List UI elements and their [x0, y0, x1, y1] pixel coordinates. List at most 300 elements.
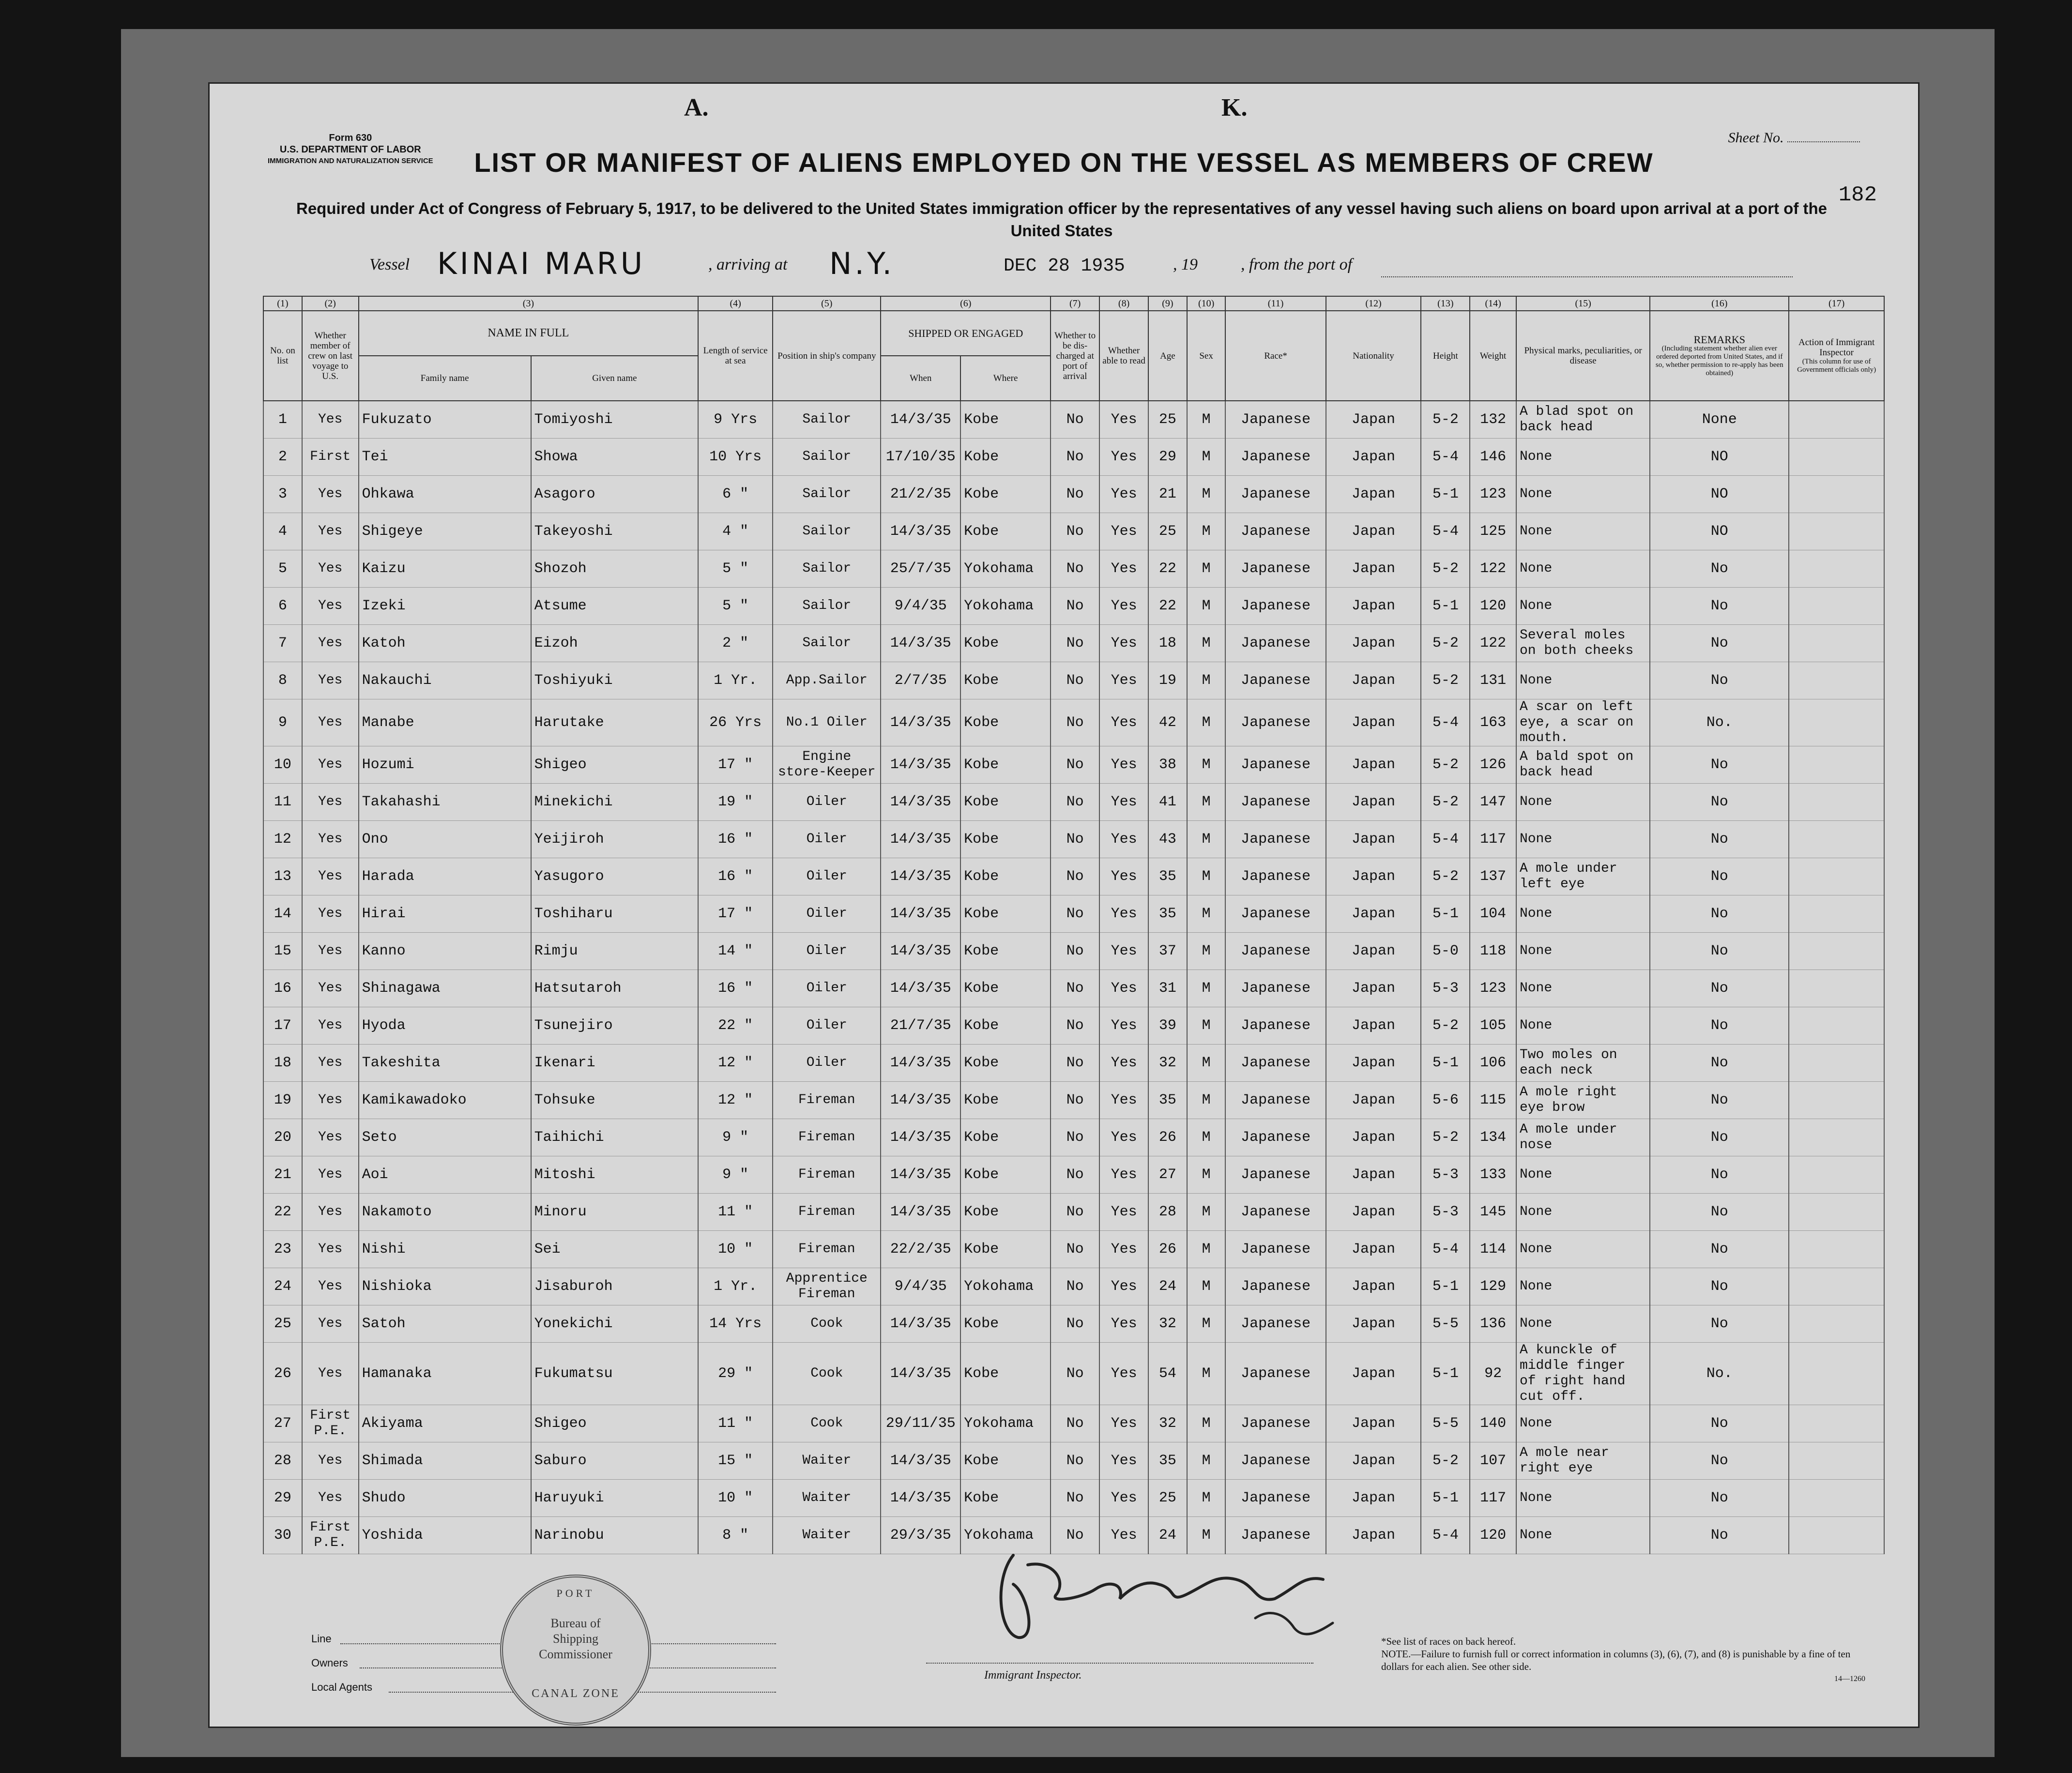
sex: M	[1187, 1305, 1226, 1343]
able-to-read: Yes	[1099, 513, 1148, 550]
family-name: Hozumi	[359, 746, 531, 784]
discharged: No	[1051, 895, 1099, 933]
age: 37	[1148, 933, 1187, 970]
length-of-service: 10 "	[698, 1231, 773, 1268]
given-name: Yasugoro	[531, 858, 698, 895]
action-note: (This column for use of Government officials only)	[1797, 358, 1876, 374]
weight: 137	[1470, 858, 1516, 895]
remarks: NO	[1650, 476, 1789, 513]
row-number: 3	[263, 476, 302, 513]
able-to-read: Yes	[1099, 1156, 1148, 1194]
able-to-read: Yes	[1099, 625, 1148, 662]
owners-label: Owners	[311, 1657, 348, 1669]
shipped-when: 14/3/35	[881, 933, 960, 970]
position: Engine store-Keeper	[773, 746, 881, 784]
nationality: Japan	[1326, 1480, 1421, 1517]
weight: 126	[1470, 746, 1516, 784]
sex: M	[1187, 1343, 1226, 1405]
sex: M	[1187, 1231, 1226, 1268]
height: 5-2	[1421, 746, 1470, 784]
inspector-action	[1789, 784, 1884, 821]
crew-row	[263, 1082, 1884, 1119]
able-to-read: Yes	[1099, 1305, 1148, 1343]
shipping-commissioner-seal	[500, 1575, 651, 1726]
last-voyage: Yes	[302, 746, 359, 784]
col-num-2: (2)	[302, 296, 359, 311]
position: No.1 Oiler	[773, 699, 881, 746]
race: Japanese	[1225, 933, 1325, 970]
height: 5-1	[1421, 476, 1470, 513]
given-name: Ikenari	[531, 1045, 698, 1082]
last-voyage: First P.E.	[302, 1405, 359, 1442]
race: Japanese	[1225, 476, 1325, 513]
shipped-when: 14/3/35	[881, 1343, 960, 1405]
family-name: Seto	[359, 1119, 531, 1156]
nationality: Japan	[1326, 662, 1421, 699]
arrival-port: N.Y.	[829, 246, 895, 281]
inspector-action	[1789, 401, 1884, 439]
given-name: Minoru	[531, 1194, 698, 1231]
given-name: Shigeo	[531, 746, 698, 784]
height: 5-2	[1421, 858, 1470, 895]
position: Oiler	[773, 784, 881, 821]
physical-marks: A mole under nose	[1516, 1119, 1650, 1156]
shipped-where: Kobe	[960, 1231, 1051, 1268]
able-to-read: Yes	[1099, 1194, 1148, 1231]
family-name: Aoi	[359, 1156, 531, 1194]
able-to-read: Yes	[1099, 1268, 1148, 1305]
race: Japanese	[1225, 1082, 1325, 1119]
col-num-4: (4)	[698, 296, 773, 311]
age: 19	[1148, 662, 1187, 699]
shipped-when: 14/3/35	[881, 1194, 960, 1231]
shipped-when: 14/3/35	[881, 1480, 960, 1517]
given-name: Mitoshi	[531, 1156, 698, 1194]
header-action	[1789, 311, 1884, 401]
shipped-when: 14/3/35	[881, 401, 960, 439]
document-subtitle: Required under Act of Congress of February 5, 1917, to be delivered to the United States immigration officer by the representatives of any vessel having such aliens on board upon arrival at a port of the United States	[296, 199, 1827, 240]
sex: M	[1187, 1156, 1226, 1194]
last-voyage: Yes	[302, 1231, 359, 1268]
last-voyage: Yes	[302, 1305, 359, 1343]
remarks: None	[1650, 401, 1789, 439]
able-to-read: Yes	[1099, 1442, 1148, 1480]
crew-row	[263, 784, 1884, 821]
family-name: Hyoda	[359, 1007, 531, 1045]
sex: M	[1187, 401, 1226, 439]
remarks: No	[1650, 970, 1789, 1007]
family-name: Ono	[359, 821, 531, 858]
length-of-service: 1 Yr.	[698, 1268, 773, 1305]
remarks: No	[1650, 1405, 1789, 1442]
age: 28	[1148, 1194, 1187, 1231]
col-num-12: (12)	[1326, 296, 1421, 311]
row-number: 16	[263, 970, 302, 1007]
length-of-service: 26 Yrs	[698, 699, 773, 746]
height: 5-1	[1421, 1268, 1470, 1305]
age: 29	[1148, 439, 1187, 476]
race: Japanese	[1225, 1045, 1325, 1082]
row-number: 27	[263, 1405, 302, 1442]
shipped-when: 14/3/35	[881, 1156, 960, 1194]
family-name: Katoh	[359, 625, 531, 662]
length-of-service: 29 "	[698, 1343, 773, 1405]
height: 5-4	[1421, 1231, 1470, 1268]
length-of-service: 17 "	[698, 895, 773, 933]
remarks: No	[1650, 1442, 1789, 1480]
sex: M	[1187, 1517, 1226, 1554]
age: 35	[1148, 1442, 1187, 1480]
race: Japanese	[1225, 1194, 1325, 1231]
seal-line-1: PORT	[556, 1587, 595, 1599]
length-of-service: 17 "	[698, 746, 773, 784]
height: 5-1	[1421, 1480, 1470, 1517]
weight: 131	[1470, 662, 1516, 699]
shipped-when: 22/2/35	[881, 1231, 960, 1268]
header-physical-marks: Physical marks, peculiarities, or disease	[1516, 311, 1650, 401]
family-name: Hamanaka	[359, 1343, 531, 1405]
crew-row	[263, 476, 1884, 513]
inspector-action	[1789, 858, 1884, 895]
family-name: Nakamoto	[359, 1194, 531, 1231]
physical-marks: None	[1516, 1268, 1650, 1305]
position: Waiter	[773, 1442, 881, 1480]
column-number-row	[263, 296, 1884, 311]
height: 5-1	[1421, 588, 1470, 625]
nationality: Japan	[1326, 1082, 1421, 1119]
sex: M	[1187, 550, 1226, 588]
last-voyage: Yes	[302, 513, 359, 550]
able-to-read: Yes	[1099, 699, 1148, 746]
sex: M	[1187, 1045, 1226, 1082]
crew-row	[263, 439, 1884, 476]
length-of-service: 14 Yrs	[698, 1305, 773, 1343]
shipped-where: Kobe	[960, 513, 1051, 550]
col-num-11: (11)	[1225, 296, 1325, 311]
discharged: No	[1051, 1007, 1099, 1045]
discharged: No	[1051, 588, 1099, 625]
inspector-action	[1789, 1045, 1884, 1082]
shipped-where: Kobe	[960, 699, 1051, 746]
inspector-action	[1789, 662, 1884, 699]
given-name: Showa	[531, 439, 698, 476]
given-name: Yeijiroh	[531, 821, 698, 858]
family-name: Takeshita	[359, 1045, 531, 1082]
vessel-name: KINAI MARU	[437, 246, 646, 281]
position: Sailor	[773, 588, 881, 625]
inspector-action	[1789, 513, 1884, 550]
given-name: Asagoro	[531, 476, 698, 513]
inspector-action	[1789, 1007, 1884, 1045]
height: 5-4	[1421, 1517, 1470, 1554]
col-num-1: (1)	[263, 296, 302, 311]
shipped-when: 14/3/35	[881, 1442, 960, 1480]
row-number: 7	[263, 625, 302, 662]
length-of-service: 5 "	[698, 588, 773, 625]
remarks: No	[1650, 1119, 1789, 1156]
inspector-action	[1789, 1156, 1884, 1194]
last-voyage: Yes	[302, 476, 359, 513]
given-name: Hatsutaroh	[531, 970, 698, 1007]
shipped-when: 14/3/35	[881, 858, 960, 895]
physical-marks: A mole under left eye	[1516, 858, 1650, 895]
discharged: No	[1051, 746, 1099, 784]
sex: M	[1187, 858, 1226, 895]
remarks: No	[1650, 625, 1789, 662]
seal-line-5: CANAL ZONE	[532, 1687, 620, 1700]
seal-line-3: Shipping	[553, 1632, 598, 1646]
shipped-where: Kobe	[960, 1082, 1051, 1119]
crew-row	[263, 550, 1884, 588]
row-number: 25	[263, 1305, 302, 1343]
sex: M	[1187, 625, 1226, 662]
race: Japanese	[1225, 1007, 1325, 1045]
able-to-read: Yes	[1099, 1231, 1148, 1268]
position: Sailor	[773, 513, 881, 550]
from-port-line	[1381, 276, 1793, 277]
age: 54	[1148, 1343, 1187, 1405]
crew-row	[263, 858, 1884, 895]
crew-row	[263, 1194, 1884, 1231]
header-race: Race*	[1225, 311, 1325, 401]
given-name: Shozoh	[531, 550, 698, 588]
length-of-service: 16 "	[698, 858, 773, 895]
row-number: 19	[263, 1082, 302, 1119]
shipped-when: 14/3/35	[881, 1082, 960, 1119]
last-voyage: Yes	[302, 1343, 359, 1405]
header-given-name: Given name	[531, 356, 698, 401]
remarks: No	[1650, 1045, 1789, 1082]
crew-row	[263, 933, 1884, 970]
physical-marks: None	[1516, 588, 1650, 625]
nationality: Japan	[1326, 588, 1421, 625]
physical-marks: A blad spot on back head	[1516, 401, 1650, 439]
row-number: 17	[263, 1007, 302, 1045]
physical-marks: None	[1516, 784, 1650, 821]
length-of-service: 19 "	[698, 784, 773, 821]
discharged: No	[1051, 1405, 1099, 1442]
inspector-action	[1789, 1194, 1884, 1231]
header-able-read: Whether able to read	[1099, 311, 1148, 401]
last-voyage: Yes	[302, 1268, 359, 1305]
race: Japanese	[1225, 746, 1325, 784]
given-name: Eizoh	[531, 625, 698, 662]
shipped-where: Yokohama	[960, 1268, 1051, 1305]
age: 38	[1148, 746, 1187, 784]
col-num-17: (17)	[1789, 296, 1884, 311]
position: Waiter	[773, 1517, 881, 1554]
row-number: 15	[263, 933, 302, 970]
weight: 117	[1470, 821, 1516, 858]
position: Oiler	[773, 933, 881, 970]
nationality: Japan	[1326, 1045, 1421, 1082]
age: 42	[1148, 699, 1187, 746]
weight: 136	[1470, 1305, 1516, 1343]
physical-marks: None	[1516, 970, 1650, 1007]
able-to-read: Yes	[1099, 895, 1148, 933]
col-num-13: (13)	[1421, 296, 1470, 311]
nationality: Japan	[1326, 858, 1421, 895]
position: Fireman	[773, 1231, 881, 1268]
race: Japanese	[1225, 895, 1325, 933]
height: 5-5	[1421, 1405, 1470, 1442]
header-remarks	[1650, 311, 1789, 401]
length-of-service: 12 "	[698, 1045, 773, 1082]
row-number: 21	[263, 1156, 302, 1194]
shipped-when: 29/3/35	[881, 1517, 960, 1554]
discharged: No	[1051, 662, 1099, 699]
last-voyage: Yes	[302, 662, 359, 699]
height: 5-4	[1421, 439, 1470, 476]
weight: 125	[1470, 513, 1516, 550]
last-voyage: Yes	[302, 550, 359, 588]
shipped-where: Yokohama	[960, 550, 1051, 588]
family-name: Shimada	[359, 1442, 531, 1480]
inspector-action	[1789, 1442, 1884, 1480]
col-num-9: (9)	[1148, 296, 1187, 311]
physical-marks: A mole right eye brow	[1516, 1082, 1650, 1119]
remarks-title: REMARKS	[1693, 333, 1745, 346]
age: 41	[1148, 784, 1187, 821]
sex: M	[1187, 1405, 1226, 1442]
given-name: Haruyuki	[531, 1480, 698, 1517]
length-of-service: 11 "	[698, 1405, 773, 1442]
height: 5-4	[1421, 513, 1470, 550]
height: 5-2	[1421, 1007, 1470, 1045]
col-num-7: (7)	[1051, 296, 1099, 311]
shipped-when: 9/4/35	[881, 1268, 960, 1305]
discharged: No	[1051, 550, 1099, 588]
shipped-where: Kobe	[960, 858, 1051, 895]
year-label: , 19	[1173, 256, 1198, 273]
able-to-read: Yes	[1099, 662, 1148, 699]
shipped-when: 21/7/35	[881, 1007, 960, 1045]
sex: M	[1187, 439, 1226, 476]
discharged: No	[1051, 1442, 1099, 1480]
family-name: Harada	[359, 858, 531, 895]
discharged: No	[1051, 476, 1099, 513]
crew-row	[263, 625, 1884, 662]
height: 5-2	[1421, 784, 1470, 821]
length-of-service: 10 Yrs	[698, 439, 773, 476]
last-voyage: Yes	[302, 1045, 359, 1082]
length-of-service: 9 "	[698, 1156, 773, 1194]
col-num-14: (14)	[1470, 296, 1516, 311]
position: Oiler	[773, 1045, 881, 1082]
row-number: 20	[263, 1119, 302, 1156]
column-header-row-1	[263, 311, 1884, 356]
weight: 106	[1470, 1045, 1516, 1082]
top-mark-k: K.	[1221, 94, 1248, 121]
race: Japanese	[1225, 1305, 1325, 1343]
last-voyage: Yes	[302, 784, 359, 821]
length-of-service: 10 "	[698, 1480, 773, 1517]
nationality: Japan	[1326, 1517, 1421, 1554]
weight: 140	[1470, 1405, 1516, 1442]
family-name: Satoh	[359, 1305, 531, 1343]
race: Japanese	[1225, 1480, 1325, 1517]
weight: 122	[1470, 625, 1516, 662]
sex: M	[1187, 513, 1226, 550]
inspector-signature-line	[926, 1663, 1313, 1664]
nationality: Japan	[1326, 1194, 1421, 1231]
length-of-service: 16 "	[698, 970, 773, 1007]
discharged: No	[1051, 970, 1099, 1007]
weight: 107	[1470, 1442, 1516, 1480]
row-number: 2	[263, 439, 302, 476]
crew-rows	[263, 401, 1884, 1554]
physical-marks: A bald spot on back head	[1516, 746, 1650, 784]
department-name: U.S. DEPARTMENT OF LABOR	[279, 144, 421, 155]
weight: 105	[1470, 1007, 1516, 1045]
last-voyage: Yes	[302, 1194, 359, 1231]
row-number: 6	[263, 588, 302, 625]
crew-row	[263, 513, 1884, 550]
weight: 129	[1470, 1268, 1516, 1305]
header-where: Where	[960, 356, 1051, 401]
inspector-action	[1789, 1517, 1884, 1554]
weight: 163	[1470, 699, 1516, 746]
physical-marks: None	[1516, 1007, 1650, 1045]
family-name: Manabe	[359, 699, 531, 746]
nationality: Japan	[1326, 1119, 1421, 1156]
position: Sailor	[773, 476, 881, 513]
given-name: Saburo	[531, 1442, 698, 1480]
race: Japanese	[1225, 1517, 1325, 1554]
given-name: Toshiyuki	[531, 662, 698, 699]
crew-row	[263, 1268, 1884, 1305]
shipped-where: Kobe	[960, 1305, 1051, 1343]
inspector-action	[1789, 1480, 1884, 1517]
col-num-10: (10)	[1187, 296, 1226, 311]
nationality: Japan	[1326, 784, 1421, 821]
shipped-where: Kobe	[960, 476, 1051, 513]
weight: 147	[1470, 784, 1516, 821]
discharged: No	[1051, 1268, 1099, 1305]
position: Waiter	[773, 1480, 881, 1517]
weight: 123	[1470, 970, 1516, 1007]
remarks: No	[1650, 933, 1789, 970]
given-name: Taihichi	[531, 1119, 698, 1156]
family-name: Tei	[359, 439, 531, 476]
position: Oiler	[773, 821, 881, 858]
col-num-8: (8)	[1099, 296, 1148, 311]
age: 26	[1148, 1231, 1187, 1268]
family-name: Kamikawadoko	[359, 1082, 531, 1119]
sex: M	[1187, 746, 1226, 784]
sex: M	[1187, 588, 1226, 625]
weight: 120	[1470, 1517, 1516, 1554]
sex: M	[1187, 699, 1226, 746]
crew-row	[263, 746, 1884, 784]
weight: 122	[1470, 550, 1516, 588]
shipped-when: 2/7/35	[881, 662, 960, 699]
row-number: 26	[263, 1343, 302, 1405]
race: Japanese	[1225, 699, 1325, 746]
inspector-action	[1789, 439, 1884, 476]
age: 31	[1148, 970, 1187, 1007]
col-num-15: (15)	[1516, 296, 1650, 311]
height: 5-3	[1421, 1156, 1470, 1194]
header-sex: Sex	[1187, 311, 1226, 401]
shipped-where: Kobe	[960, 1343, 1051, 1405]
age: 35	[1148, 858, 1187, 895]
seal-line-2: Bureau of	[550, 1616, 601, 1630]
remarks: No	[1650, 1082, 1789, 1119]
row-number: 23	[263, 1231, 302, 1268]
row-number: 8	[263, 662, 302, 699]
physical-marks: None	[1516, 550, 1650, 588]
